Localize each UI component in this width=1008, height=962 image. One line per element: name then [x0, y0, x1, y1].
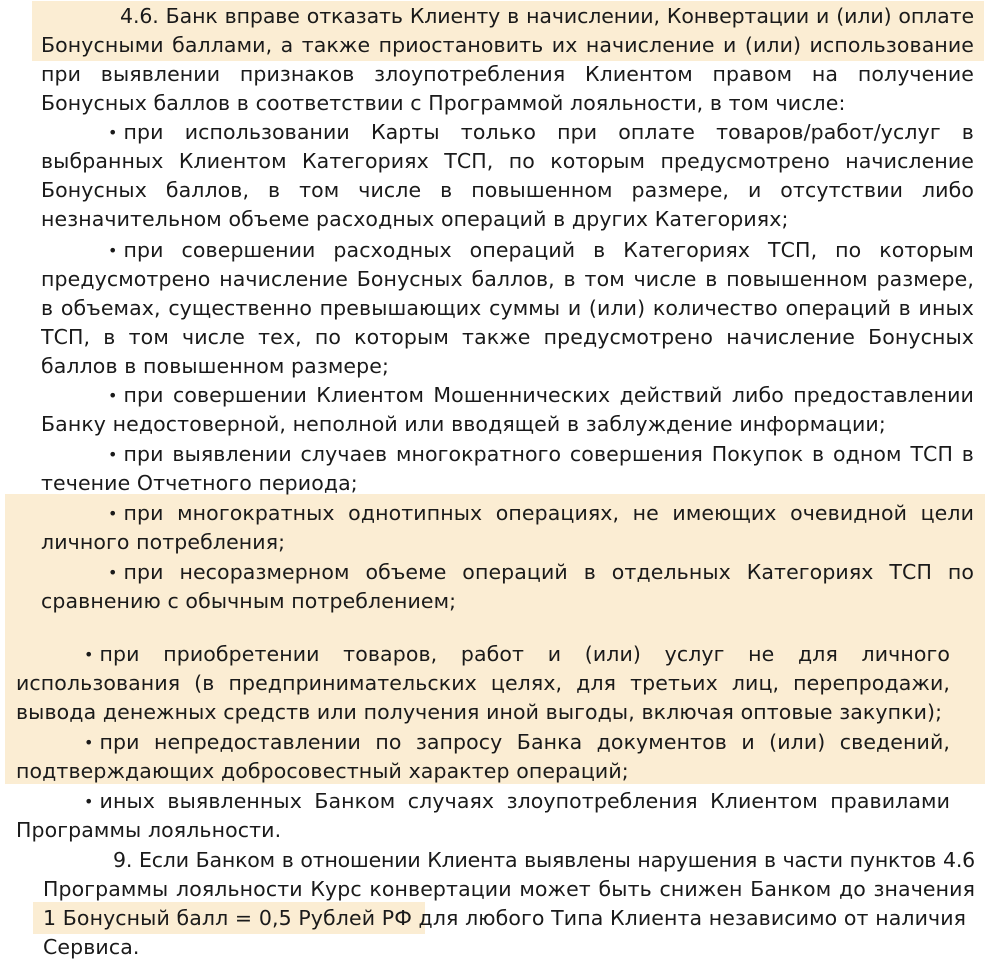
paragraph-4-6-line-3: при выявлении признаков злоупотребления Клиентом правом на получение — [41, 62, 974, 86]
bullet-2-line-3: в объемах, существенно превышающих суммы и (или) количество операций в иных — [41, 296, 974, 320]
bullet-5-line-1: • при многократных однотипных операциях, не имеющих очевидной цели — [108, 499, 974, 528]
bullet-9-line-2: Программы лояльности. — [16, 818, 282, 842]
bullet-1-line-1: • при использовании Карты только при оплате товаров/работ/услуг в — [108, 118, 974, 147]
paragraph-9-line-1: 9. Если Банком в отношении Клиента выявлены нарушения в части пунктов 4.6 — [113, 848, 975, 872]
bullet-marker: • — [108, 563, 118, 582]
bullet-4-line-2: течение Отчетного периода; — [41, 471, 358, 495]
bullet-marker: • — [108, 445, 118, 464]
bullet-3-line-1: • при совершении Клиентом Мошеннических действий либо предоставлении — [108, 381, 974, 410]
bullet-marker: • — [84, 645, 94, 664]
bullet-7-line-3: вывода денежных средств или получения иной выгоды, включая оптовые закупки); — [16, 700, 943, 724]
bullet-marker: • — [84, 792, 94, 811]
bullet-marker: • — [108, 123, 118, 142]
bullet-marker: • — [108, 241, 118, 260]
bullet-marker: • — [108, 504, 118, 523]
bullet-7-line-2: использования (в предпринимательских целях, для третьих лиц, перепродажи, — [16, 671, 950, 695]
bullet-3-line-2: Банку недостоверной, неполной или вводящей в заблуждение информации; — [41, 412, 886, 436]
bullet-8-line-2: подтверждающих добросовестный характер операций; — [16, 759, 629, 783]
paragraph-9-line-3 — [43, 904, 975, 933]
bullet-9-line-1: • иных выявленных Банком случаях злоупотребления Клиентом правилами — [84, 787, 950, 816]
bullet-4-line-1: • при выявлении случаев многократного совершения Покупок в одном ТСП в — [108, 440, 974, 469]
bullet-marker: • — [84, 733, 94, 752]
paragraph-9-line-4: Сервиса. — [43, 935, 140, 959]
paragraph-4-6-line-4: Бонусных баллов в соответствии с Программой лояльности, в том числе: — [41, 91, 846, 115]
bullet-2-line-1: • при совершении расходных операций в Категориях ТСП, по которым — [108, 236, 974, 265]
bullet-2-line-2: предусмотрено начисление Бонусных баллов, в том числе в повышенном размере, — [41, 267, 974, 291]
paragraph-4-6-line-2: Бонусными баллами, а также приостановить их начисление и (или) использование — [41, 33, 974, 57]
bullet-1-line-2: выбранных Клиентом Категориях ТСП, по которым предусмотрено начисление — [41, 149, 974, 173]
conversion-rate-text: 1 Бонусный балл = 0,5 Рублей РФ — [43, 906, 412, 930]
bullet-5-line-2: личного потребления; — [41, 530, 286, 554]
bullet-1-line-4: незначительном объеме расходных операций в других Категориях; — [41, 207, 789, 231]
bullet-7-line-1: • при приобретении товаров, работ и (или) услуг не для личного — [84, 640, 950, 669]
bullet-marker: • — [108, 386, 118, 405]
bullet-8-line-1: • при непредоставлении по запросу Банка документов и (или) сведений, — [84, 728, 950, 757]
bullet-2-line-5: баллов в повышенном размере; — [41, 354, 389, 378]
conversion-rate-tail: для любого Типа Клиента независимо от наличия — [411, 906, 967, 930]
bullet-2-line-4: ТСП, в том числе тех, по которым также предусмотрено начисление Бонусных — [41, 325, 974, 349]
bullet-1-line-3: Бонусных баллов, в том числе в повышенном размере, и отсутствии либо — [41, 178, 974, 202]
paragraph-4-6-line-1: 4.6. Банк вправе отказать Клиенту в начислении, Конвертации и (или) оплате — [120, 4, 974, 28]
paragraph-9-line-2: Программы лояльности Курс конвертации может быть снижен Банком до значения — [43, 877, 975, 901]
bullet-6-line-1: • при несоразмерном объеме операций в отдельных Категориях ТСП по — [108, 558, 974, 587]
bullet-6-line-2: сравнению с обычным потреблением; — [41, 589, 457, 613]
